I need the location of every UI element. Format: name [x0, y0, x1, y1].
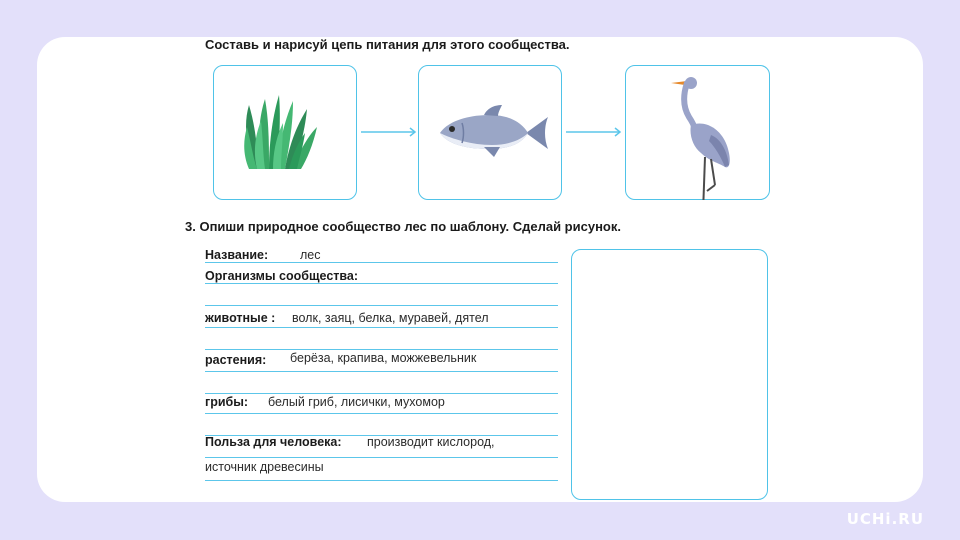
seaweed-icon [213, 65, 357, 200]
heron-icon [625, 65, 770, 200]
arrow-icon [564, 126, 624, 138]
benefit-value: производит кислород, [367, 435, 495, 449]
fungi-label: грибы: [205, 395, 249, 409]
answer-line [205, 480, 558, 481]
food-chain-task-heading: Составь и нарисуй цепь питания для этого сообщества. [205, 37, 570, 52]
drawing-box[interactable] [571, 249, 768, 500]
name-label: Название: [205, 248, 269, 262]
answer-line [205, 305, 558, 306]
worksheet-card [37, 37, 923, 502]
forest-task-heading: 3. Опиши природное сообщество лес по шаблону. Сделай рисунок. [185, 219, 621, 234]
food-chain-box-seaweed [213, 65, 357, 200]
answer-line [205, 413, 558, 414]
answer-line [205, 393, 558, 394]
answer-line [205, 349, 558, 350]
answer-line [205, 371, 558, 372]
animals-value: волк, заяц, белка, муравей, дятел [292, 311, 489, 325]
answer-line [205, 327, 558, 328]
fungi-value: белый гриб, лисички, мухомор [268, 395, 445, 409]
food-chain-box-heron [625, 65, 770, 200]
answer-line [205, 283, 558, 284]
answer-line [205, 457, 558, 458]
brand-logo: UCHi.RU [846, 510, 924, 528]
name-value: лес [300, 248, 321, 262]
answer-line [205, 262, 558, 263]
fish-icon [418, 65, 562, 200]
plants-value: берёза, крапива, можжевельник [290, 351, 477, 365]
plants-label: растения: [205, 353, 267, 367]
organisms-label: Организмы сообщества: [205, 269, 359, 283]
benefit-label: Польза для человека: [205, 435, 342, 449]
benefit-value-continued: источник древесины [205, 460, 324, 474]
arrow-icon [359, 126, 419, 138]
animals-label: животные : [205, 311, 276, 325]
food-chain-box-fish [418, 65, 562, 200]
